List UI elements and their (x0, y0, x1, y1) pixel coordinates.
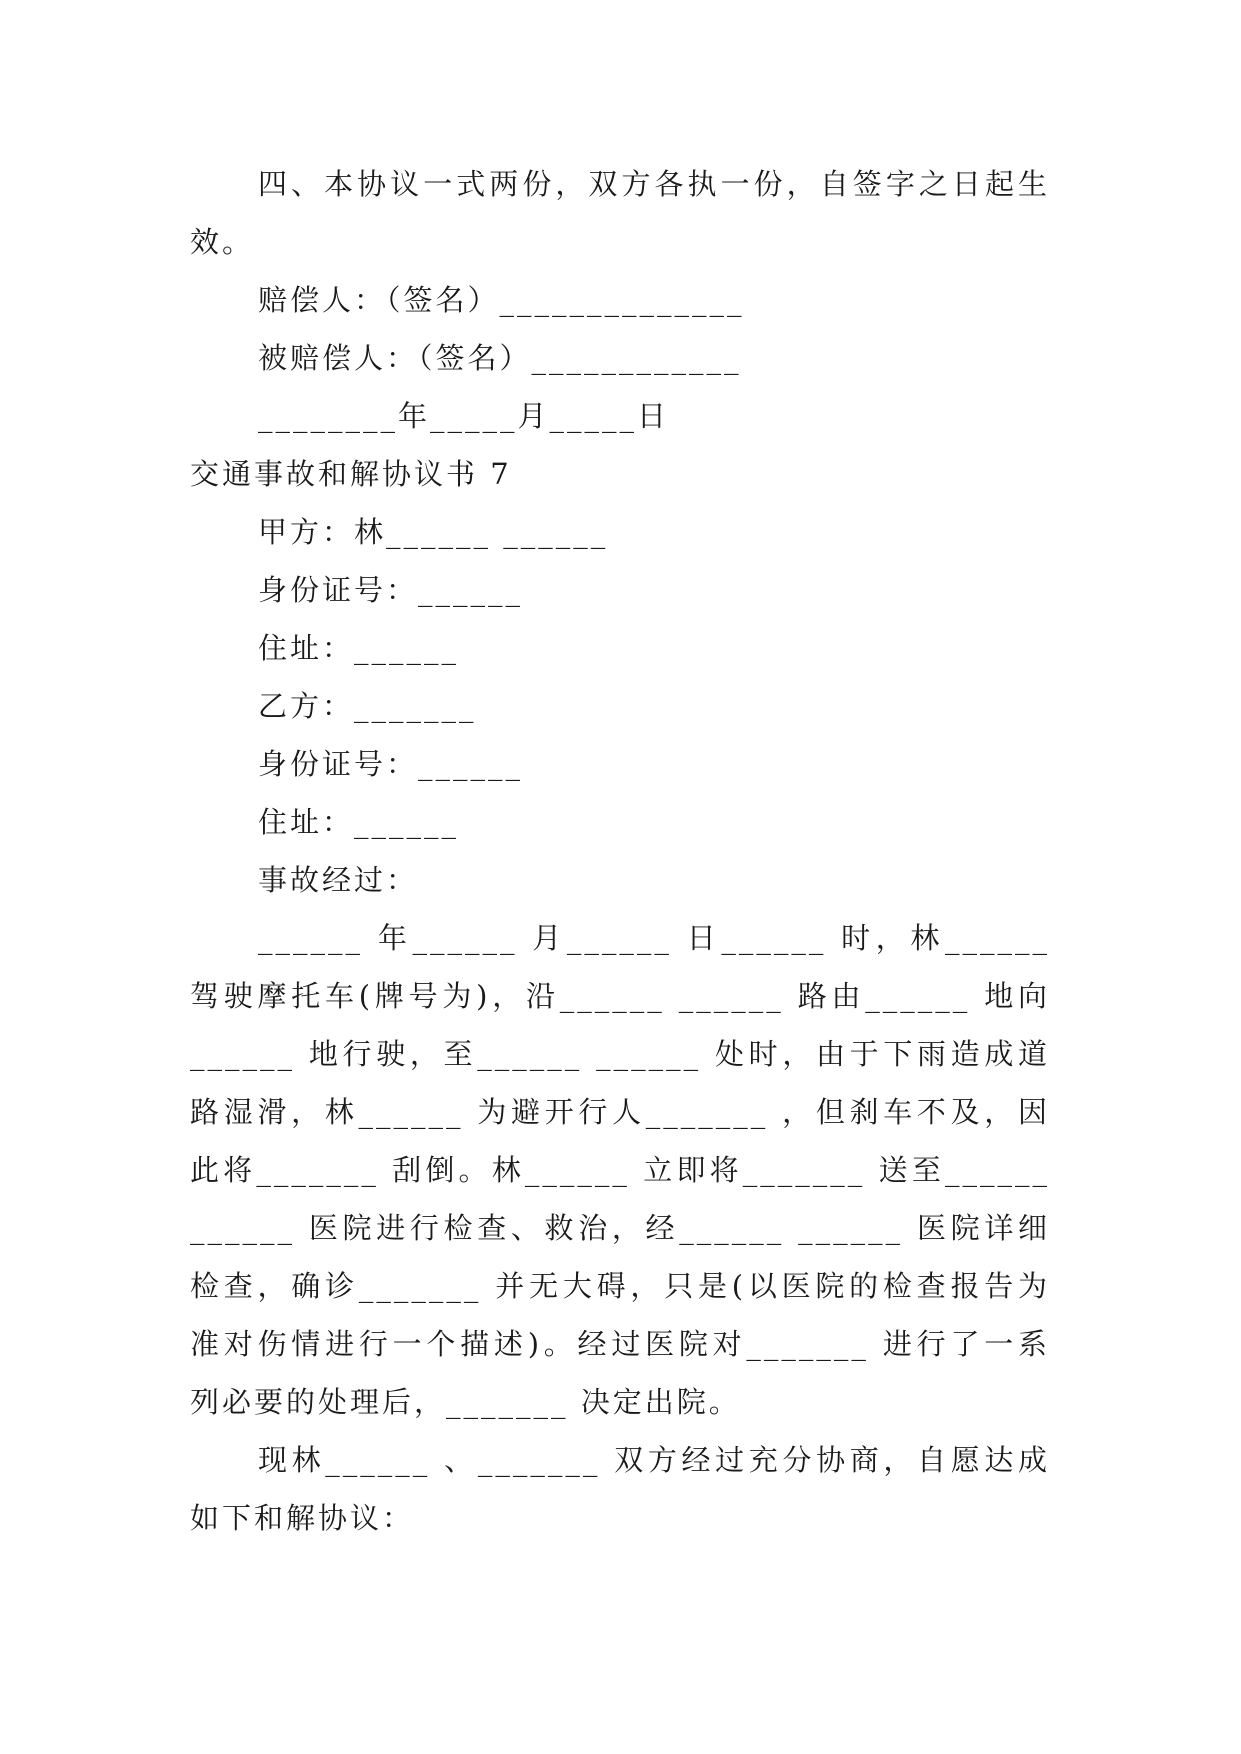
document-title: 交通事故和解协议书 7 (190, 457, 512, 491)
accident-paragraph-line: 列必要的处理后，_______ 决定出院。 (190, 1385, 741, 1419)
clause-four-line-1: 四、本协议一式两份，双方各执一份，自签字之日起生 (258, 167, 1050, 201)
party-b-id-line: 身份证号：______ (258, 747, 524, 781)
accident-paragraph-line: 路湿滑，林______ 为避开行人_______ ，但刹车不及，因 (190, 1095, 1050, 1129)
accident-paragraph-line: 准对伤情进行一个描述)。经过医院对_______ 进行了一系 (190, 1327, 1050, 1361)
party-b-address-line: 住址：______ (258, 805, 460, 839)
document-page (190, 155, 1050, 1547)
party-a-address-line: 住址：______ (258, 631, 460, 665)
party-b-line: 乙方：_______ (258, 689, 477, 723)
date-line: ________年_____月_____日 (258, 399, 670, 433)
agreement-intro-line: 现林______ 、_______ 双方经过充分协商，自愿达成 (258, 1443, 1050, 1477)
accident-paragraph-line: ______ 医院进行检查、救治，经______ ______ 医院详细 (190, 1211, 1050, 1245)
clause-four-line-2: 效。 (190, 225, 255, 259)
party-a-line: 甲方：林______ ______ (258, 515, 609, 549)
compensatee-signature-line: 被赔偿人：（签名）____________ (258, 341, 742, 375)
accident-paragraph-line: ______ 地行驶，至______ ______ 处时，由于下雨造成道 (190, 1037, 1050, 1071)
agreement-intro-line: 如下和解协议： (190, 1501, 415, 1535)
compensator-signature-line: 赔偿人：（签名）______________ (258, 283, 745, 317)
accident-paragraph-line: 驾驶摩托车(牌号为)，沿______ ______ 路由______ 地向 (190, 979, 1050, 1013)
party-a-id-line: 身份证号：______ (258, 573, 524, 607)
accident-paragraph-line: 检查，确诊_______ 并无大碍，只是(以医院的检查报告为 (190, 1269, 1050, 1303)
accident-heading: 事故经过： (258, 863, 419, 897)
accident-paragraph-line: 此将_______ 刮倒。林______ 立即将_______ 送至______ (190, 1153, 1050, 1187)
accident-paragraph-line: ______ 年______ 月______ 日______ 时，林______ (258, 921, 1050, 955)
